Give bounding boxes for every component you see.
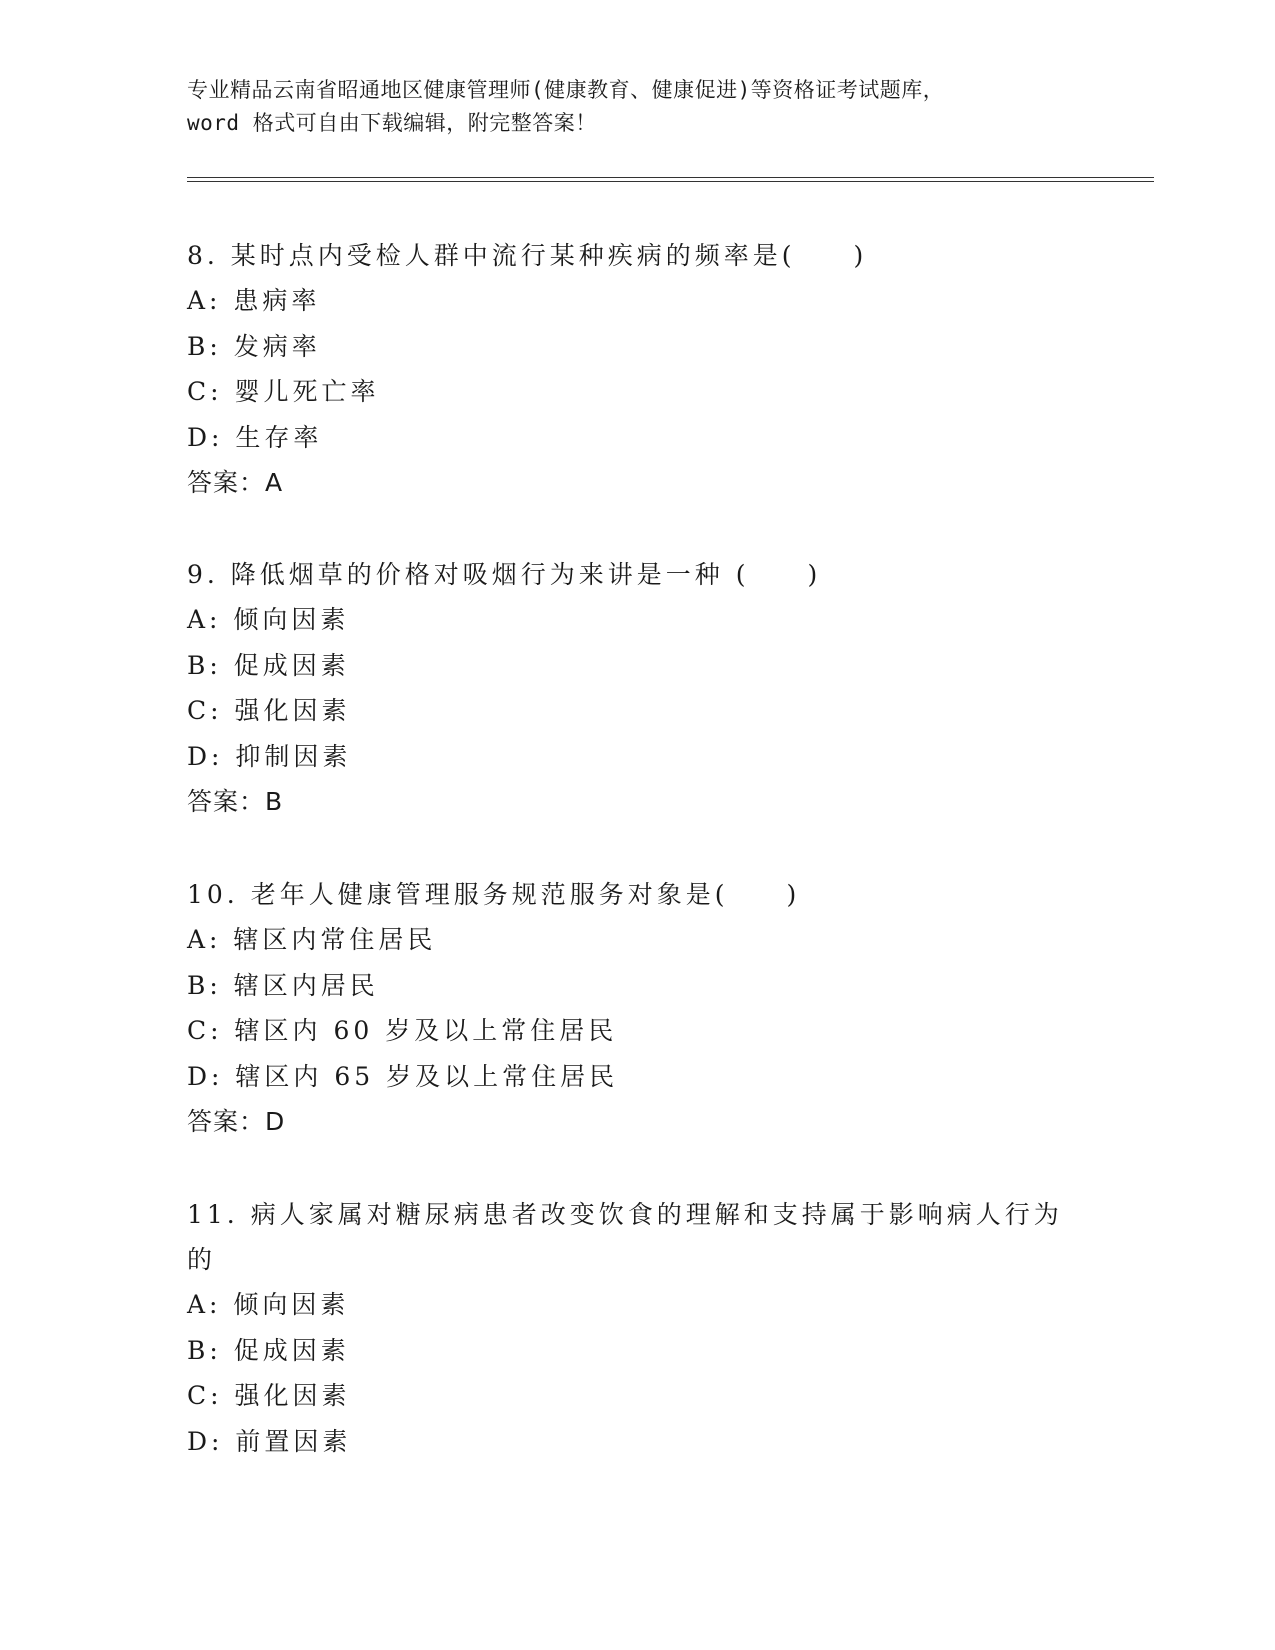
option-b: B: 辖区内居民	[187, 970, 379, 1000]
option-d: D: 抑制因素	[187, 741, 352, 771]
question-9	[187, 552, 1087, 824]
option-c: C: 婴儿死亡率	[187, 377, 380, 406]
header-line-1: 专业精品云南省昭通地区健康管理师(健康教育、健康促进)等资格证考试题库，	[187, 78, 945, 102]
option-b: B: 促成因素	[187, 650, 350, 680]
option-b: B: 促成因素	[187, 1335, 350, 1365]
option-c: C: 强化因素	[187, 1381, 351, 1410]
answer-label: 答案：D	[187, 1107, 286, 1136]
option-a: A: 倾向因素	[187, 1290, 350, 1319]
option-c: C: 辖区内 60 岁及以上常住居民	[187, 1016, 618, 1045]
header-line-2: word 格式可自由下载编辑，附完整答案！	[187, 111, 597, 135]
option-d: D: 辖区内 65 岁及以上常住居民	[187, 1061, 619, 1091]
question-11	[187, 1192, 1087, 1464]
question-10	[187, 872, 1087, 1144]
option-d: D: 生存率	[187, 422, 323, 452]
header-divider-bottom	[187, 181, 1154, 182]
question-stem: 9. 降低烟草的价格对吸烟行为来讲是一种 ( )	[187, 560, 822, 589]
question-stem: 8. 某时点内受检人群中流行某种疾病的频率是( )	[187, 241, 868, 270]
option-a: A: 辖区内常住居民	[187, 925, 437, 954]
option-a: A: 倾向因素	[187, 605, 350, 634]
option-a: A: 患病率	[187, 286, 321, 315]
header-divider-top	[187, 177, 1154, 178]
question-stem: 10. 老年人健康管理服务规范服务对象是( )	[187, 880, 801, 909]
option-b: B: 发病率	[187, 331, 321, 361]
answer-label: 答案：A	[187, 468, 284, 497]
question-8	[187, 233, 1087, 505]
document-header	[187, 74, 1087, 140]
answer-label: 答案：B	[187, 787, 284, 816]
option-d: D: 前置因素	[187, 1426, 352, 1456]
question-stem: 11. 病人家属对糖尿病患者改变饮食的理解和支持属于影响病人行为的	[187, 1200, 1063, 1274]
option-c: C: 强化因素	[187, 696, 351, 725]
